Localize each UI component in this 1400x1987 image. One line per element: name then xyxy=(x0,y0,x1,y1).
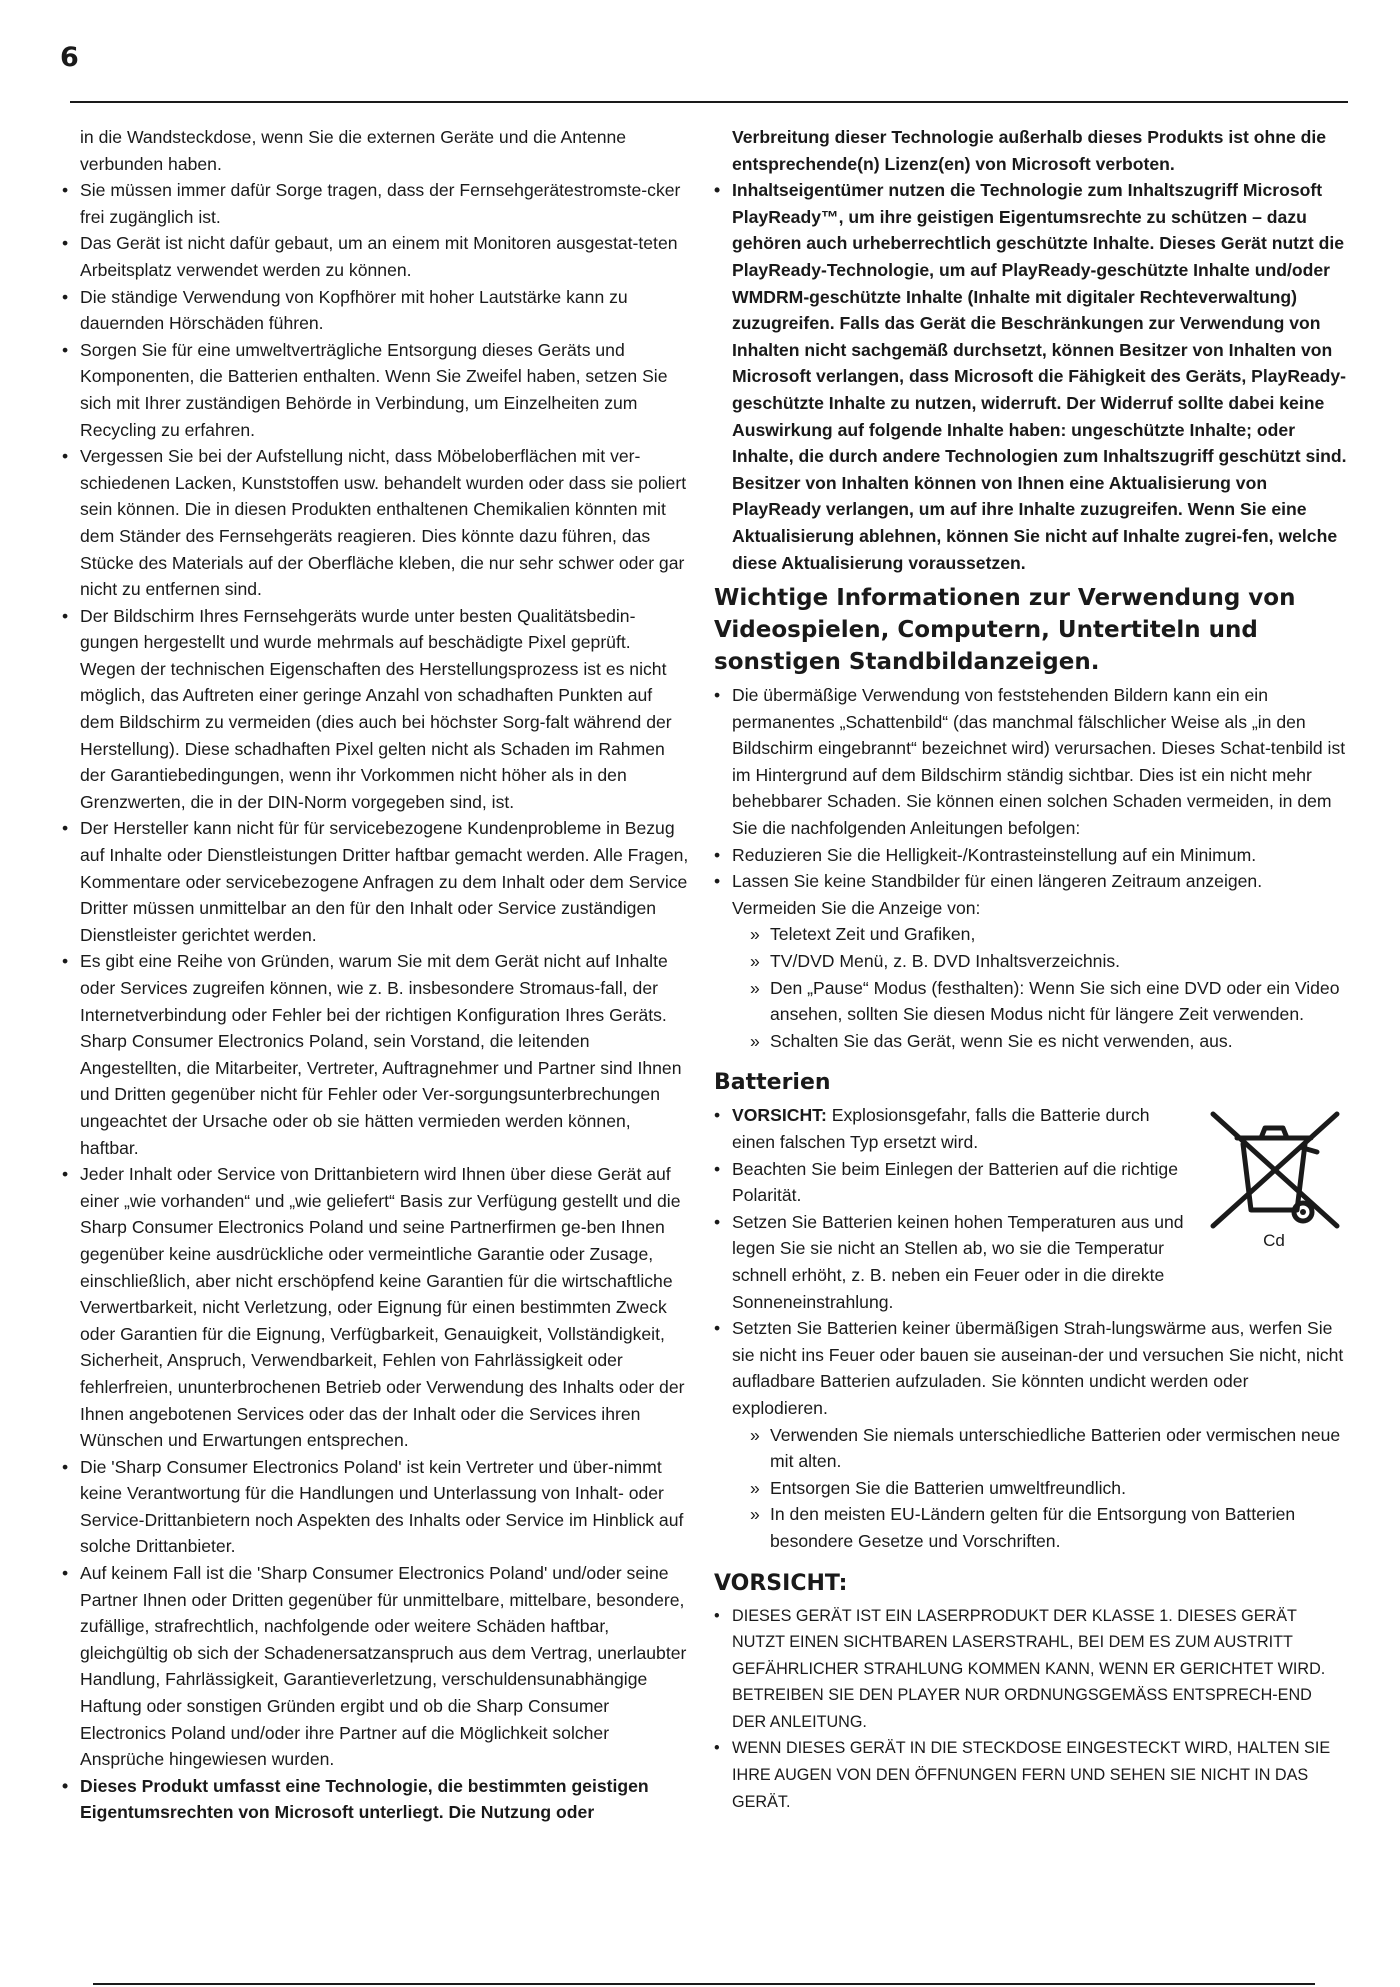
list-item: • Die ständige Verwendung von Kopfhörer mit hoher Lautstärke kann zu dauernden Hörschäden führen. xyxy=(60,284,690,337)
playready-list xyxy=(712,177,1349,576)
sub-list-item: » Den „Pause“ Modus (festhalten): Wenn Sie sich eine DVD oder ein Video ansehen, sollten Sie diesen Modus nicht für längere Zeit verwenden. xyxy=(712,975,1349,1028)
left-bullet-list xyxy=(60,177,690,1826)
sub-list-item: » In den meisten EU-Ländern gelten für die Entsorgung von Batterien besondere Gesetze und Vorschriften. xyxy=(712,1501,1349,1554)
list-item: • Der Bildschirm Ihres Fernsehgeräts wurde unter besten Qualitätsbedin-gungen hergestellt und wurde mehrmals auf beschädigte Pixel geprüft. Wegen der technischen Eigenschaften des Herstellungsprozess ist es nicht möglich, das Auftreten einer geringe Anzahl von schadhaften Punkten auf dem Bildschirm zu vermeiden (dies auch bei höchster Sorg-falt während der Herstellung). Diese schadhaften Pixel gelten nicht als Schaden im Rahmen der Garantiebedingungen, wenn ihr Vorkommen nicht höher als in den Grenzwerten, die in der DIN-Norm vorgegeben sind, ist. xyxy=(60,603,690,816)
battery-sub-list xyxy=(712,1422,1349,1555)
list-item: • Auf keinem Fall ist die 'Sharp Consumer Electronics Poland' und/oder seine Partner Ihnen oder Dritten gegenüber für unmittelbare, mittelbare, besondere, zufällige, strafrechtlich, nachfolgende oder weitere Schäden haftbar, gleichgültig ob sich der Schadenersatzanspruch aus dem Vertrag, unerlaubter Handlung, Fahrlässigkeit, Garantieverletzung, verschuldensunabhängige Haftung oder sonstigen Gründen ergibt und ob die Sharp Consumer Electronics Poland und/oder ihre Partner auf die Möglichkeit solcher Ansprüche hingewiesen wurden. xyxy=(60,1560,690,1773)
microsoft-notice-item: • Dieses Produkt umfasst eine Technologie, die bestimmten geistigen Eigentumsrechten von Microsoft unterliegt. Die Nutzung oder xyxy=(60,1773,690,1826)
video-bullet-list xyxy=(712,682,1349,921)
list-item: • Lassen Sie keine Standbilder für einen längeren Zeitraum anzeigen. Vermeiden Sie die Anzeige von: xyxy=(712,868,1349,921)
list-item: • Die übermäßige Verwendung von feststehenden Bildern kann ein ein permanentes „Schattenbild“ (das manchmal fälschlicher Weise als „in den Bildschirm eingebrannt“ bezeichnet wird) verursachen. Dieses Schat-tenbild ist im Hintergrund auf dem Bildschirm ständig sichtbar. Dies ist ein nicht mehr behebbarer Schaden. Sie können einen solchen Schaden vermeiden, in dem Sie die nachfolgenden Anleitungen befolgen: xyxy=(712,682,1349,842)
caution-section-title: VORSICHT: xyxy=(714,1570,848,1596)
footer-rule xyxy=(93,1983,1315,1985)
right-column xyxy=(712,124,1349,1815)
crossed-out-wheelie-bin-icon xyxy=(1199,1102,1349,1232)
battery-block xyxy=(712,1102,1349,1554)
battery-section-title: Batterien xyxy=(714,1070,831,1096)
video-section-title: Wichtige Informationen zur Verwendung von Videospielen, Computern, Untertiteln und sonstigen Standbildanzeigen. xyxy=(714,585,1296,676)
list-item: • Sorgen Sie für eine umweltverträgliche Entsorgung dieses Geräts und Komponenten, die Batterien enthalten. Wenn Sie Zweifel haben, setzen Sie sich mit Ihrer zuständigen Behörde in Verbindung, um Einzelheiten zum Recycling zu erfahren. xyxy=(60,337,690,443)
caution-bullet-list xyxy=(712,1603,1349,1816)
list-item: • Die 'Sharp Consumer Electronics Poland' ist kein Vertreter und über-nimmt keine Verantwortung für die Handlungen und Unterlassung von Inhalt- oder Service-Drittanbietern noch Aspekten des Inhalts oder Service im Hinblick auf solche Drittanbieter. xyxy=(60,1454,690,1560)
list-item: • DIESES GERÄT IST EIN LASERPRODUKT DER KLASSE 1. DIESES GERÄT NUTZT EINEN SICHTBAREN LASERSTRAHL, BEI DEM ES ZUM AUSTRITT GEFÄHRLICHER STRAHLUNG KOMMEN KANN, WENN ER GERICHTET WIRD. BETREIBEN SIE DEN PLAYER NUR ORDNUNGSGEMÄSS ENTSPRECH-END DER ANLEITUNG. xyxy=(712,1603,1349,1736)
list-item: • Sie müssen immer dafür Sorge tragen, dass der Fernsehgerätestromste-cker frei zugänglich ist. xyxy=(60,177,690,230)
sub-list-item: » Teletext Zeit und Grafiken, xyxy=(712,921,1349,948)
video-sub-list xyxy=(712,921,1349,1054)
sub-list-item: » Verwenden Sie niemals unterschiedliche Batterien oder vermischen neue mit alten. xyxy=(712,1422,1349,1475)
microsoft-notice-continuation: Verbreitung dieser Technologie außerhalb dieses Produkts ist ohne die entsprechende(n) Lizenz(en) von Microsoft verboten. xyxy=(732,127,1327,174)
list-item: • WENN DIESES GERÄT IN DIE STECKDOSE EINGESTECKT WIRD, HALTEN SIE IHRE AUGEN VON DEN ÖFFNUNGEN FERN UND SEHEN SIE NICHT IN DAS GERÄT. xyxy=(712,1735,1349,1815)
list-item: • Reduzieren Sie die Helligkeit-/Kontrasteinstellung auf ein Minimum. xyxy=(712,842,1349,869)
playready-notice-item: • Inhaltseigentümer nutzen die Technologie zum Inhaltszugriff Microsoft PlayReady™, um ihre geistigen Eigentumsrechte zu schützen – dazu gehören auch urheberrechtlich geschützte Inhalte. Dieses Gerät nutzt die PlayReady-Technologie, um auf PlayReady-geschützte Inhalte und/oder WMDRM-geschützte Inhalte (Inhalte mit digitaler Rechteverwaltung) zuzugreifen. Falls das Gerät die Beschränkungen zur Verwendung von Inhalten nicht sachgemäß durchsetzt, können Besitzer von Inhalten von Microsoft verlangen, dass Microsoft die Fähigkeit des Geräts, PlayReady-geschützte Inhalte zu nutzen, widerruft. Der Widerruf sollte dabei keine Auswirkung auf folgende Inhalte haben: ungeschützte Inhalte; oder Inhalte, die durch andere Technologien zum Inhaltszugriff geschützt sind. Besitzer von Inhalten können von Ihnen eine Aktualisierung von PlayReady verlangen, um auf ihre Inhalte zuzugreifen. Wenn Sie eine Aktualisierung ablehnen, können Sie nicht auf Inhalte zugrei-fen, welche diese Aktualisierung voraussetzen. xyxy=(712,177,1349,576)
list-item: • Setzen Sie Batterien keinen hohen Temperaturen aus und legen Sie sie nicht an Stellen ab, wo sie die Temperatur schnell erhöht, z. B. neben ein Feuer oder in die direkte Sonneneinstrahlung. xyxy=(712,1209,1194,1315)
list-item: • Vergessen Sie bei der Aufstellung nicht, dass Möbeloberflächen mit ver-schiedenen Lacken, Kunststoffen usw. behandelt wurden oder dass sie poliert sein können. Die in diesen Produkten enthaltenen Chemikalien könnten mit dem Ständer des Fernsehgeräts reagieren. Dies könnte dazu führen, das Stücke des Materials auf der Oberfläche kleben, die nur sehr schwer oder gar nicht zu entfernen sind. xyxy=(60,443,690,603)
warning-text: Explosionsgefahr, falls die Batterie durch einen falschen Typ ersetzt wird. xyxy=(732,1105,1150,1152)
sub-list-item: » Entsorgen Sie die Batterien umweltfreundlich. xyxy=(712,1475,1349,1502)
list-item: • Der Hersteller kann nicht für für servicebezogene Kundenprobleme in Bezug auf Inhalte oder Dienstleistungen Dritter haftbar gemacht werden. Alle Fragen, Kommentare oder servicebezogene Anfragen zu dem Inhalt oder dem Service Dritter müssen unmittelbar an den für den Inhalt oder Service zuständigen Dienstleister gerichtet werden. xyxy=(60,815,690,948)
left-column xyxy=(60,124,690,1826)
sub-list-item: » Schalten Sie das Gerät, wenn Sie es nicht verwenden, aus. xyxy=(712,1028,1349,1055)
list-item xyxy=(712,1102,1194,1155)
weee-caption: Cd xyxy=(1263,1231,1285,1250)
header-rule xyxy=(70,101,1348,103)
battery-bullet-list-wide xyxy=(712,1315,1349,1421)
sub-list-item: » TV/DVD Menü, z. B. DVD Inhaltsverzeichnis. xyxy=(712,948,1349,975)
list-item: • Setzten Sie Batterien keiner übermäßigen Strah-lungswärme aus, werfen Sie sie nicht ins Feuer oder bauen sie auseinan-der und versuchen Sie nicht, nicht aufladbare Batterien aufzuladen. Sie könnten undicht werden oder explodieren. xyxy=(712,1315,1349,1421)
list-item: • Jeder Inhalt oder Service von Drittanbietern wird Ihnen über diese Gerät auf einer „wie vorhanden“ und „wie geliefert“ Basis zur Verfügung gestellt und die Sharp Consumer Electronics Poland und seine Partnerfirmen ge-ben Ihnen gegenüber keine ausdrückliche oder vermeintliche Garantie oder Zusage, einschließlich, aber nicht erschöpfend keine Garantien für die wirtschaftliche Verwertbarkeit, nicht Verletzung, oder Eignung für einen bestimmten Zweck oder Garantien für die Eignung, Verfügbarkeit, Genauigkeit, Vollständigkeit, Sicherheit, Anspruch, Verwendbarkeit, Fehlen von Fahrlässigkeit oder fehlerfreien, ununterbrochenen Betrieb oder Verwendung des Inhalts oder der Ihnen angebotenen Services oder das der Inhalt oder die Services ihren Wünschen und Erwartungen entsprechen. xyxy=(60,1161,690,1454)
list-item: • Es gibt eine Reihe von Gründen, warum Sie mit dem Gerät nicht auf Inhalte oder Services zugreifen können, wie z. B. insbesondere Stromaus-fall, der Internetverbindung oder Fehler bei der richtigen Konfiguration Ihres Geräts. Sharp Consumer Electronics Poland, sein Vorstand, die leitenden Angestellten, die Mitarbeiter, Vertreter, Auftragnehmer und Partner sind Ihnen und Dritten gegenüber nicht für Fehler oder Ver-sorgungsunterbrechungen ungeachtet der Ursache oder ob sie hätten vermieden werden können, haftbar. xyxy=(60,948,690,1161)
warning-label: VORSICHT: xyxy=(732,1105,827,1126)
list-item: • Beachten Sie beim Einlegen der Batterien auf die richtige Polarität. xyxy=(712,1156,1194,1209)
continuation-text: in die Wandsteckdose, wenn Sie die externen Geräte und die Antenne verbunden haben. xyxy=(80,127,627,174)
weee-symbol xyxy=(1199,1102,1349,1254)
list-item: • Das Gerät ist nicht dafür gebaut, um an einem mit Monitoren ausgestat-teten Arbeitsplatz verwendet werden zu können. xyxy=(60,230,690,283)
page-number: 6 xyxy=(60,42,79,73)
